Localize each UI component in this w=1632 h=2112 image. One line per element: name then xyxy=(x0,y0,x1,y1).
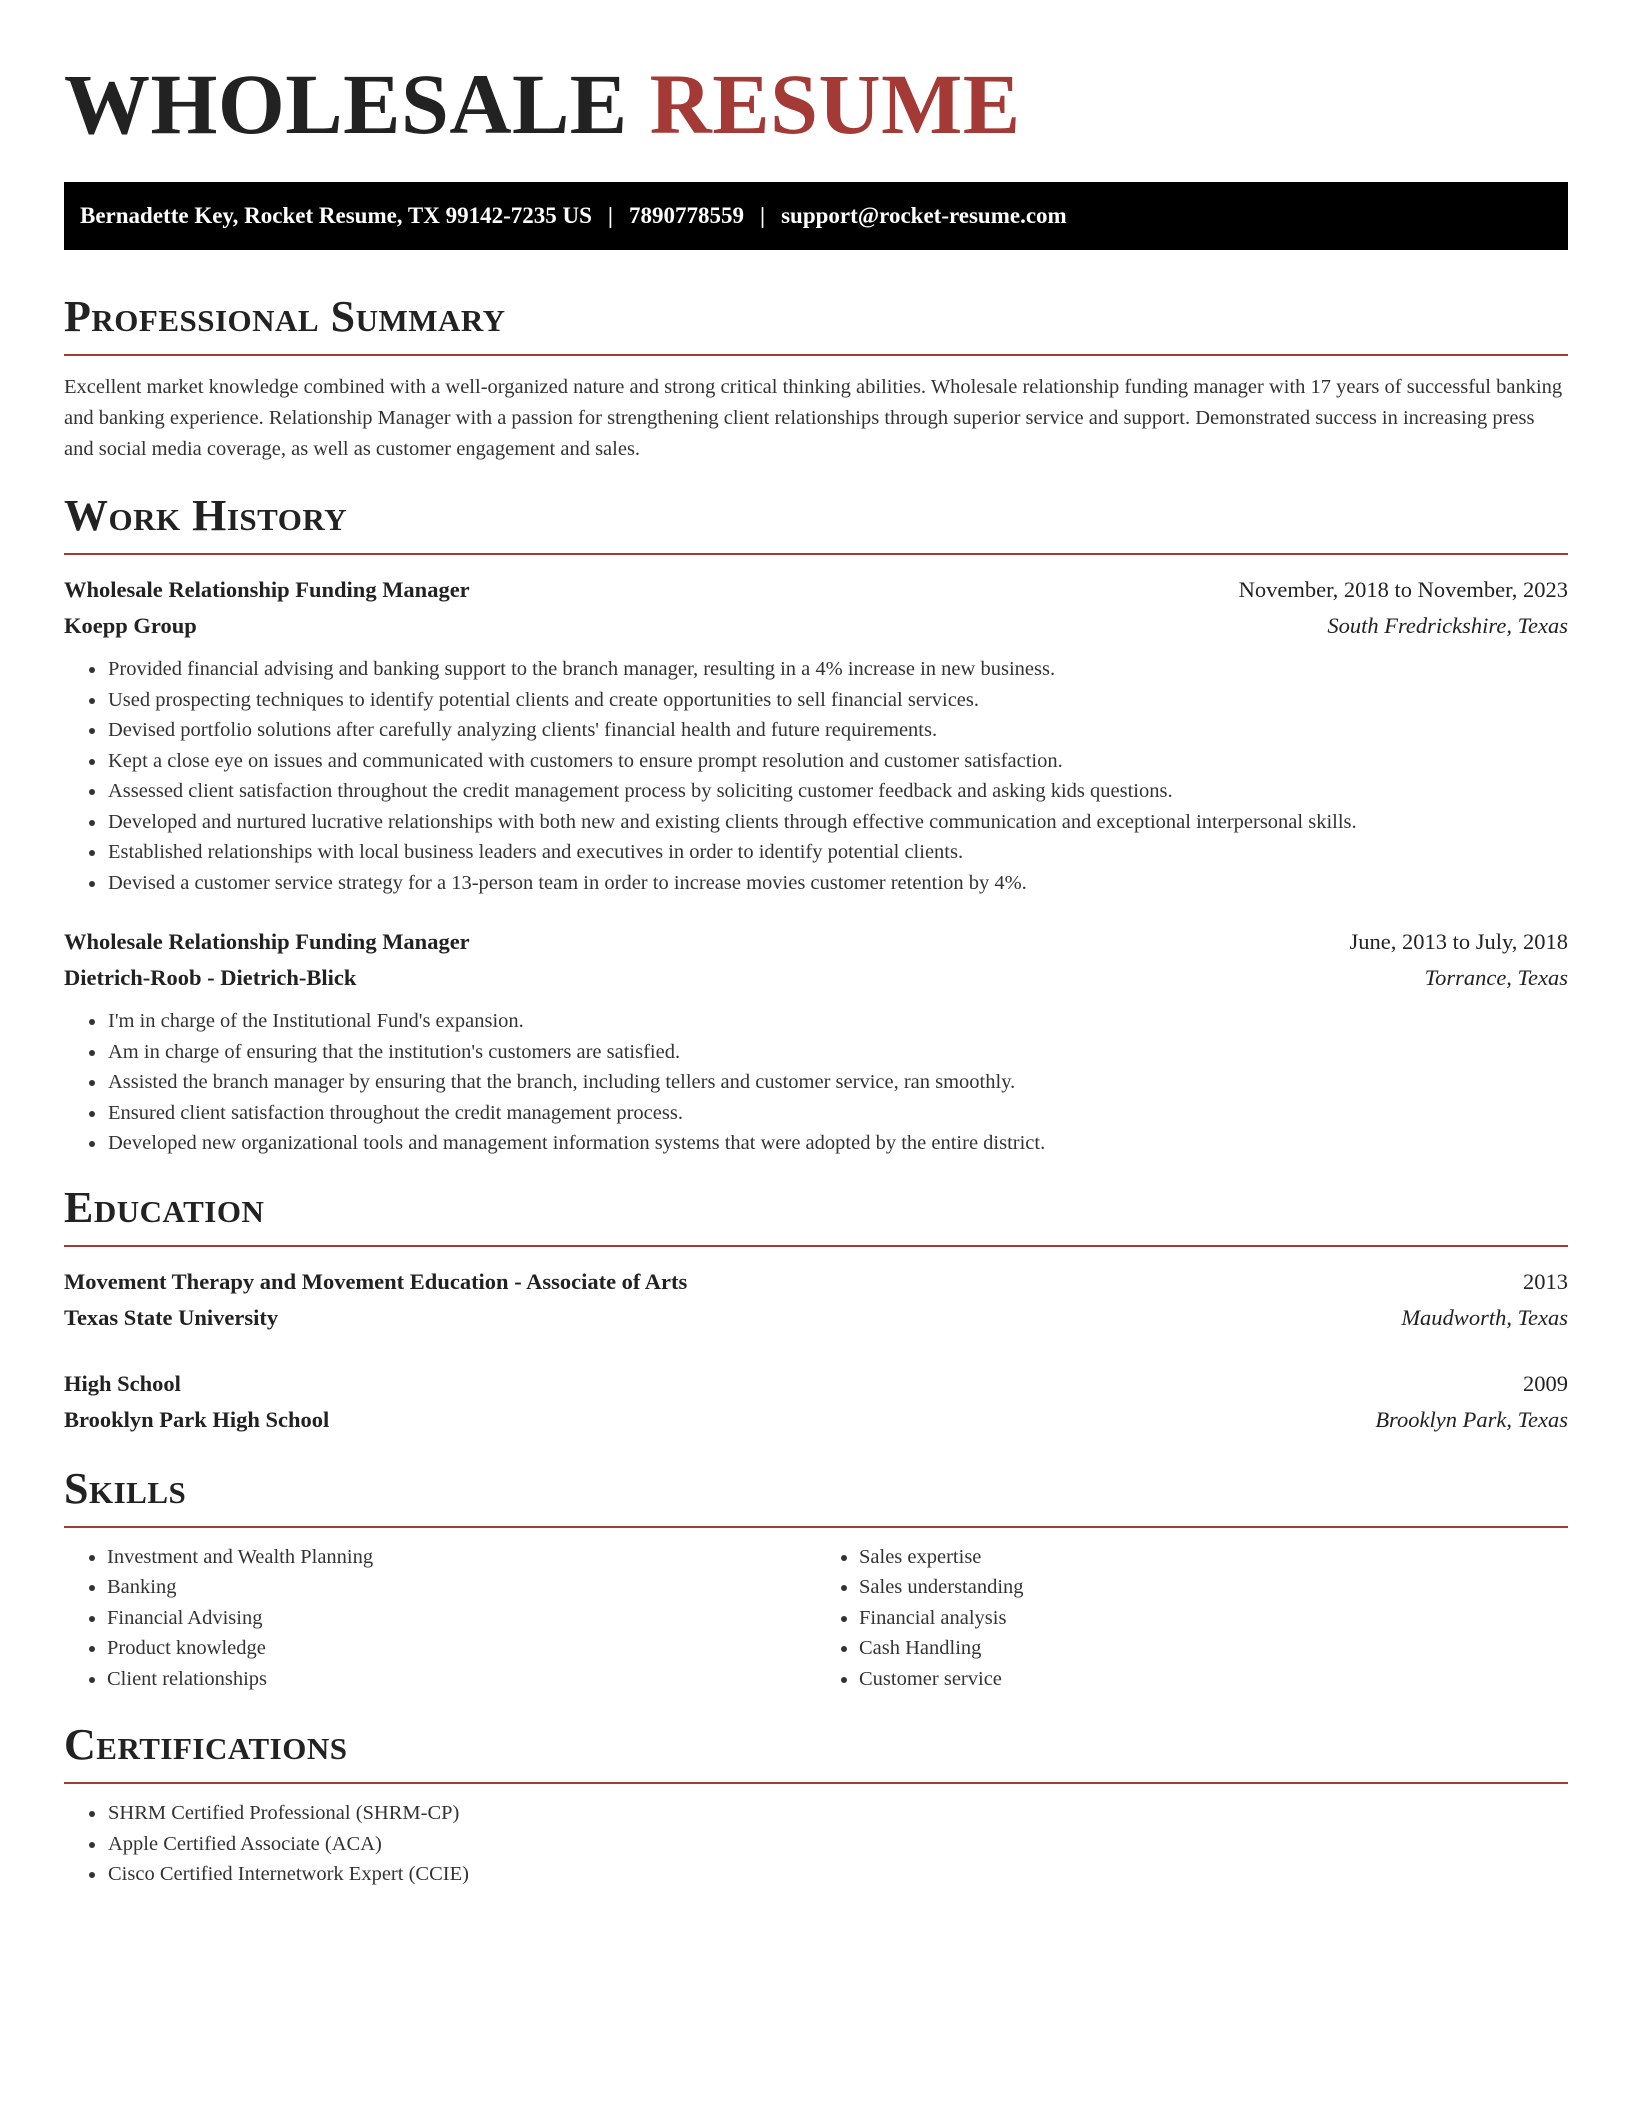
list-item: • Devised a customer service strategy for a 13-person team in order to increase movies customer retention by 4%. xyxy=(107,868,1568,899)
job-bullets xyxy=(64,1006,1568,1159)
list-item: • Apple Certified Associate (ACA) xyxy=(107,1829,1568,1860)
title-main: WHOLESALE xyxy=(64,56,628,152)
list-item: • Investment and Wealth Planning xyxy=(107,1542,816,1573)
list-item: • Banking xyxy=(107,1572,816,1603)
certifications-section xyxy=(64,1720,1568,1890)
list-item: • Developed and nurtured lucrative relationships with both new and existing clients through effective communication and exceptional interpersonal skills. xyxy=(107,807,1568,838)
job-dates: June, 2013 to July, 2018 xyxy=(1349,929,1568,954)
list-item: • Used prospecting techniques to identify potential clients and create opportunities to sell financial services. xyxy=(107,685,1568,716)
list-item: • Sales expertise xyxy=(859,1542,1568,1573)
job-entry xyxy=(64,924,1568,1159)
list-item: • I'm in charge of the Institutional Fund's expansion. xyxy=(107,1006,1568,1037)
degree: High School xyxy=(64,1370,181,1396)
title-accent: RESUME xyxy=(649,56,1021,152)
job-title: Wholesale Relationship Funding Manager xyxy=(64,929,470,954)
list-item: • Client relationships xyxy=(107,1664,816,1695)
section-divider xyxy=(64,1245,1568,1247)
list-item: • Am in charge of ensuring that the institution's customers are satisfied. xyxy=(107,1037,1568,1068)
skills-section xyxy=(64,1464,1568,1695)
list-item: • Cisco Certified Internetwork Expert (CCIE) xyxy=(107,1859,1568,1890)
list-item: • Financial analysis xyxy=(859,1603,1568,1634)
job-company: Koepp Group xyxy=(64,613,197,638)
contact-email: support@rocket-resume.com xyxy=(781,203,1067,228)
list-item: • Ensured client satisfaction throughout the credit management process. xyxy=(107,1098,1568,1129)
section-divider xyxy=(64,1526,1568,1528)
section-heading: Education xyxy=(64,1182,265,1232)
summary-text: Excellent market knowledge combined with a well-organized nature and strong critical thinking abilities. Wholesale relationship funding manager with 17 years of successful banking and banking experience. Relationship Manager with a passion for strengthening client relationships through superior service and support. Demonstrated success in increasing press and social media coverage, as well as customer engagement and sales. xyxy=(64,376,1563,460)
list-item: • Assisted the branch manager by ensuring that the branch, including tellers and customer service, ran smoothly. xyxy=(107,1067,1568,1098)
section-heading: Skills xyxy=(64,1463,187,1513)
education-year: 2009 xyxy=(1523,1370,1568,1396)
contact-bar xyxy=(64,182,1568,250)
section-heading: Certifications xyxy=(64,1720,348,1769)
school-name: Brooklyn Park High School xyxy=(64,1406,330,1432)
job-bullets xyxy=(64,654,1568,898)
degree: Movement Therapy and Movement Education - Associate of Arts xyxy=(64,1268,688,1294)
summary-section xyxy=(64,292,1568,465)
list-item: • Product knowledge xyxy=(107,1633,816,1664)
section-heading: Work History xyxy=(64,491,348,540)
skills-list-left xyxy=(64,1542,816,1695)
job-dates: November, 2018 to November, 2023 xyxy=(1238,577,1568,602)
list-item: • Developed new organizational tools and management information systems that were adopted by the entire district. xyxy=(107,1128,1568,1159)
job-company: Dietrich-Roob - Dietrich-Blick xyxy=(64,965,357,990)
skills-columns xyxy=(64,1542,1568,1695)
resume-title xyxy=(64,0,1568,154)
contact-address: Bernadette Key, Rocket Resume, TX 99142-7235 US xyxy=(80,203,592,228)
education-section xyxy=(64,1183,1568,1438)
contact-separator: | xyxy=(607,203,613,228)
section-divider xyxy=(64,1782,1568,1784)
school-location: Brooklyn Park, Texas xyxy=(1375,1406,1568,1432)
list-item: • Kept a close eye on issues and communicated with customers to ensure prompt resolution and customer satisfaction. xyxy=(107,746,1568,777)
section-heading: Professional Summary xyxy=(64,292,506,341)
education-year: 2013 xyxy=(1523,1268,1568,1294)
contact-phone: 7890778559 xyxy=(629,203,744,228)
list-item: • Financial Advising xyxy=(107,1603,816,1634)
skills-list-right xyxy=(816,1542,1568,1695)
school-name: Texas State University xyxy=(64,1304,279,1330)
list-item: • Provided financial advising and banking support to the branch manager, resulting in a 4% increase in new business. xyxy=(107,654,1568,685)
list-item: • Cash Handling xyxy=(859,1633,1568,1664)
section-divider xyxy=(64,354,1568,356)
list-item: • Established relationships with local business leaders and executives in order to identify potential clients. xyxy=(107,837,1568,868)
section-divider xyxy=(64,553,1568,555)
list-item: • Devised portfolio solutions after carefully analyzing clients' financial health and future requirements. xyxy=(107,715,1568,746)
education-entry xyxy=(64,1366,1568,1438)
list-item: • Customer service xyxy=(859,1664,1568,1695)
job-location: Torrance, Texas xyxy=(1424,965,1568,990)
contact-separator: | xyxy=(760,203,766,228)
certifications-list xyxy=(64,1798,1568,1890)
school-location: Maudworth, Texas xyxy=(1401,1304,1568,1330)
list-item: • SHRM Certified Professional (SHRM-CP) xyxy=(107,1798,1568,1829)
work-section xyxy=(64,491,1568,1159)
job-title: Wholesale Relationship Funding Manager xyxy=(64,577,470,602)
list-item: • Sales understanding xyxy=(859,1572,1568,1603)
list-item: • Assessed client satisfaction throughout the credit management process by soliciting customer feedback and asking kids questions. xyxy=(107,776,1568,807)
education-entry xyxy=(64,1264,1568,1336)
job-location: South Fredrickshire, Texas xyxy=(1327,613,1568,638)
job-entry xyxy=(64,572,1568,898)
